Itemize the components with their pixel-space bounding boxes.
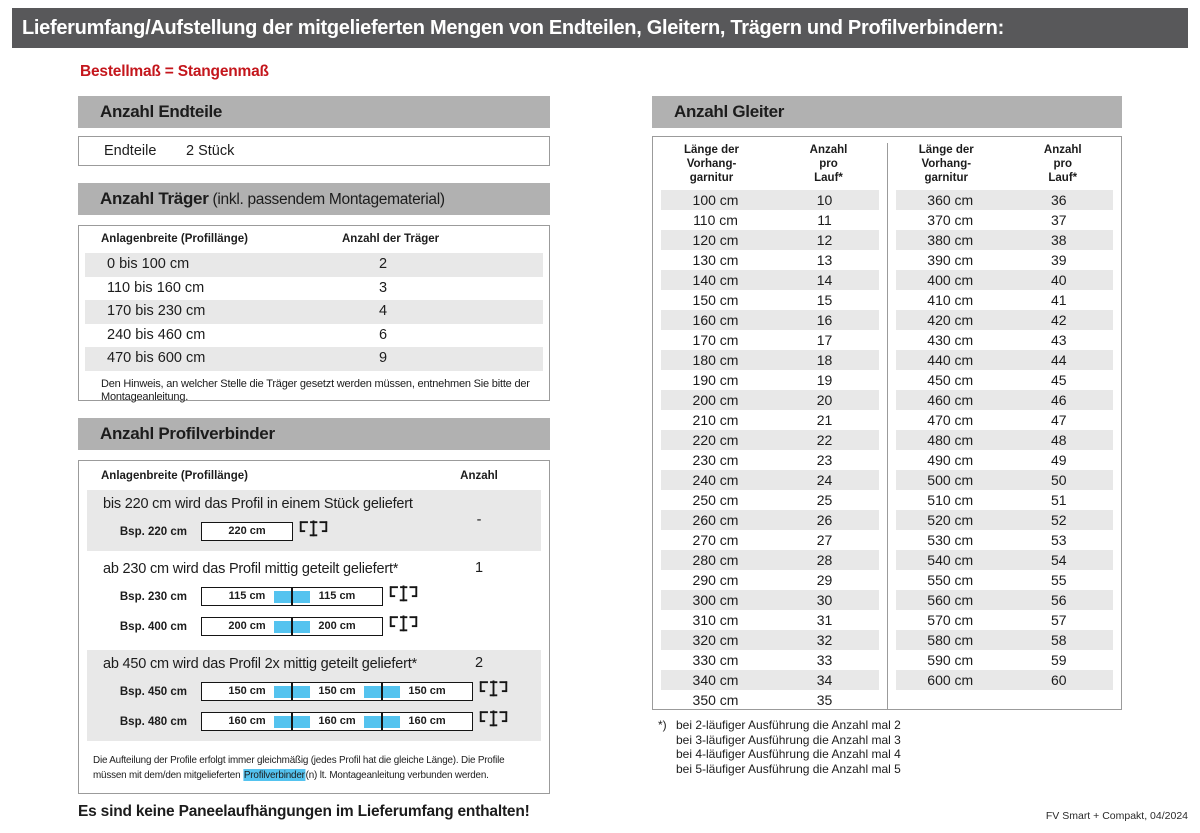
table-row bbox=[661, 410, 879, 430]
gleiter-length: 460 cm bbox=[927, 392, 974, 408]
gleiter-length: 130 cm bbox=[692, 252, 739, 268]
segment-divider bbox=[381, 683, 383, 700]
traeger-count: 6 bbox=[379, 326, 388, 343]
table-row bbox=[661, 250, 879, 270]
gleiter-length: 470 cm bbox=[927, 412, 974, 428]
profil-section-count: 2 bbox=[474, 655, 484, 671]
gleiter-count: 53 bbox=[1050, 532, 1067, 548]
profile-example-row bbox=[87, 586, 541, 607]
gleiter-column-headers bbox=[888, 143, 1121, 187]
gleiter-count-header bbox=[770, 143, 887, 187]
traeger-count: 9 bbox=[379, 350, 388, 366]
gleiter-length: 160 cm bbox=[692, 312, 739, 328]
profil-section-text: ab 450 cm wird das Profil 2x mittig geteilt geliefert* bbox=[103, 656, 417, 672]
profil-note-line1: Die Aufteilung der Profile erfolgt immer gleichmäßig (jedes Profil hat die gleiche Länge). Die Profile bbox=[93, 754, 505, 766]
gleiter-count: 57 bbox=[1050, 612, 1067, 628]
table-row bbox=[661, 270, 879, 290]
table-row bbox=[661, 510, 879, 530]
gleiter-length: 250 cm bbox=[692, 492, 739, 508]
gleiter-length: 140 cm bbox=[692, 272, 739, 288]
profile-endcap-icon-wrap bbox=[389, 614, 418, 639]
traeger-range: 170 bis 230 cm bbox=[107, 303, 206, 319]
gleiter-table-left bbox=[653, 143, 887, 709]
profile-segment: 150 cm bbox=[318, 685, 356, 697]
profil-note-line2-pre: müssen mit dem/den mitgelieferten bbox=[93, 769, 243, 781]
profil-split-note bbox=[93, 753, 514, 783]
header-line: Länge der bbox=[918, 144, 974, 156]
profile-endcap-icon bbox=[389, 584, 418, 604]
profile-endcap-icon bbox=[479, 709, 508, 729]
gleiter-footnotes bbox=[652, 718, 1122, 776]
gleiter-count: 56 bbox=[1050, 592, 1067, 608]
gleiter-count: 16 bbox=[816, 312, 833, 328]
table-row bbox=[661, 490, 879, 510]
gleiter-length: 390 cm bbox=[927, 252, 974, 268]
gleiter-count: 51 bbox=[1050, 492, 1067, 508]
table-row bbox=[661, 230, 879, 250]
gleiter-table bbox=[652, 136, 1122, 710]
profile-segment: 150 cm bbox=[408, 685, 446, 697]
table-row bbox=[896, 230, 1113, 250]
table-row bbox=[85, 277, 543, 301]
gleiter-count: 55 bbox=[1050, 572, 1067, 588]
table-row bbox=[896, 330, 1113, 350]
profil-section bbox=[87, 490, 541, 551]
table-row bbox=[896, 190, 1113, 210]
header-line: pro bbox=[1053, 158, 1073, 170]
footnote-marker: *) bbox=[658, 718, 667, 732]
gleiter-count: 46 bbox=[1050, 392, 1067, 408]
header-line: Lauf* bbox=[1048, 172, 1078, 184]
table-row bbox=[85, 347, 543, 371]
profil-section-count: 1 bbox=[474, 560, 484, 576]
gleiter-count: 60 bbox=[1050, 672, 1067, 688]
gleiter-length: 260 cm bbox=[692, 512, 739, 528]
gleiter-count: 12 bbox=[816, 232, 833, 248]
left-column bbox=[78, 96, 550, 821]
profile-endcap-icon-wrap bbox=[299, 519, 328, 544]
traeger-range: 470 bis 600 cm bbox=[107, 350, 206, 366]
table-row bbox=[896, 510, 1113, 530]
example-label: Bsp. 400 cm bbox=[119, 620, 187, 633]
table-row bbox=[661, 610, 879, 630]
segment-divider bbox=[291, 683, 293, 700]
gleiter-count: 33 bbox=[816, 652, 833, 668]
traeger-header-suffix: (inkl. passendem Montagematerial) bbox=[208, 191, 445, 208]
table-row bbox=[661, 190, 879, 210]
gleiter-count: 35 bbox=[816, 692, 833, 708]
traeger-count: 4 bbox=[379, 303, 388, 319]
gleiter-length: 300 cm bbox=[692, 592, 739, 608]
table-row bbox=[661, 590, 879, 610]
table-row bbox=[896, 270, 1113, 290]
table-row bbox=[896, 610, 1113, 630]
header-line: Vorhang- bbox=[921, 158, 972, 170]
gleiter-length: 540 cm bbox=[927, 552, 974, 568]
gleiter-length: 100 cm bbox=[692, 192, 739, 208]
gleiter-length: 210 cm bbox=[692, 412, 739, 428]
gleiter-length: 420 cm bbox=[927, 312, 974, 328]
endteile-table bbox=[78, 136, 550, 166]
profile-example-row bbox=[87, 616, 541, 637]
gleiter-length: 400 cm bbox=[927, 272, 974, 288]
gleiter-count: 18 bbox=[816, 352, 833, 368]
profile-segment: 160 cm bbox=[318, 715, 356, 727]
gleiter-count: 17 bbox=[816, 332, 833, 348]
footnote-line: bei 5-läufiger Ausführung die Anzahl mal 5 bbox=[676, 761, 901, 776]
traeger-col1-header: Anlagenbreite (Profillänge) bbox=[101, 233, 248, 245]
table-row bbox=[661, 630, 879, 650]
profile-segment: 200 cm bbox=[318, 620, 356, 632]
traeger-table bbox=[78, 225, 550, 401]
table-row bbox=[661, 650, 879, 670]
table-row bbox=[896, 490, 1113, 510]
gleiter-count: 48 bbox=[1050, 432, 1067, 448]
table-row bbox=[661, 210, 879, 230]
profile-segment: 160 cm bbox=[408, 715, 446, 727]
section-header-traeger bbox=[78, 183, 550, 215]
gleiter-count: 11 bbox=[817, 212, 832, 228]
table-row bbox=[661, 670, 879, 690]
document-footer: FV Smart + Compakt, 04/2024 bbox=[1045, 810, 1188, 822]
gleiter-count: 15 bbox=[816, 292, 833, 308]
traeger-range: 240 bis 460 cm bbox=[107, 326, 206, 343]
gleiter-count: 10 bbox=[816, 192, 833, 208]
header-line: pro bbox=[819, 158, 838, 170]
table-row bbox=[661, 550, 879, 570]
gleiter-length: 440 cm bbox=[927, 352, 974, 368]
table-row bbox=[661, 310, 879, 330]
gleiter-count: 43 bbox=[1050, 332, 1067, 348]
footnote-line: bei 2-läufiger Ausführung die Anzahl mal 2 bbox=[676, 718, 901, 732]
traeger-col2-header: Anzahl der Träger bbox=[342, 233, 440, 245]
profile-example-row bbox=[87, 711, 541, 732]
profilverbinder-highlight: Profilverbinder bbox=[243, 769, 305, 781]
gleiter-length: 330 cm bbox=[692, 652, 739, 668]
gleiter-count: 42 bbox=[1050, 312, 1067, 328]
example-label: Bsp. 220 cm bbox=[119, 525, 187, 538]
profile-segment: 115 cm bbox=[228, 590, 266, 602]
gleiter-count: 47 bbox=[1050, 412, 1067, 428]
profil-section-text: bis 220 cm wird das Profil in einem Stück geliefert bbox=[103, 496, 413, 512]
gleiter-count: 39 bbox=[1050, 252, 1067, 268]
segment-divider bbox=[291, 588, 293, 605]
gleiter-length: 520 cm bbox=[927, 512, 974, 528]
gleiter-count: 21 bbox=[816, 412, 833, 428]
gleiter-count: 13 bbox=[816, 252, 833, 268]
header-line: garnitur bbox=[689, 172, 734, 184]
gleiter-count: 52 bbox=[1050, 512, 1067, 528]
gleiter-count: 38 bbox=[1050, 232, 1067, 248]
gleiter-count: 27 bbox=[816, 532, 833, 548]
profil-section-count: - bbox=[476, 512, 482, 528]
gleiter-length: 200 cm bbox=[692, 392, 739, 408]
table-row bbox=[896, 670, 1113, 690]
table-row bbox=[661, 570, 879, 590]
footnote-lines bbox=[676, 718, 1122, 776]
gleiter-count: 30 bbox=[816, 592, 833, 608]
footnote-line: bei 3-läufiger Ausführung die Anzahl mal 3 bbox=[676, 732, 901, 747]
profile-endcap-icon-wrap bbox=[479, 709, 508, 734]
table-row bbox=[85, 253, 543, 277]
gleiter-length: 550 cm bbox=[927, 572, 974, 588]
gleiter-length: 380 cm bbox=[927, 232, 974, 248]
gleiter-length: 580 cm bbox=[927, 632, 974, 648]
gleiter-count: 36 bbox=[1050, 192, 1067, 208]
endteile-label: Endteile bbox=[104, 143, 157, 159]
gleiter-length: 510 cm bbox=[927, 492, 974, 508]
table-row bbox=[896, 350, 1113, 370]
gleiter-length: 480 cm bbox=[927, 432, 974, 448]
traeger-count: 3 bbox=[379, 279, 388, 296]
gleiter-count: 45 bbox=[1050, 372, 1067, 388]
table-row bbox=[85, 300, 543, 324]
gleiter-length: 270 cm bbox=[692, 532, 739, 548]
profile-bar bbox=[201, 617, 383, 636]
gleiter-length: 600 cm bbox=[927, 672, 974, 688]
table-row bbox=[896, 470, 1113, 490]
traeger-count: 2 bbox=[379, 256, 388, 272]
gleiter-length: 370 cm bbox=[927, 212, 974, 228]
table-row bbox=[896, 530, 1113, 550]
gleiter-count: 34 bbox=[816, 672, 833, 688]
endteile-value: 2 Stück bbox=[186, 143, 235, 159]
table-row bbox=[896, 450, 1113, 470]
table-row bbox=[661, 690, 879, 710]
traeger-header-bold: Anzahl Träger bbox=[100, 189, 209, 208]
gleiter-length: 350 cm bbox=[692, 692, 739, 708]
gleiter-count: 49 bbox=[1050, 452, 1067, 468]
header-line: Lauf* bbox=[814, 172, 843, 184]
example-label: Bsp. 230 cm bbox=[119, 590, 187, 603]
header-line: Länge der bbox=[684, 144, 739, 156]
table-row bbox=[661, 330, 879, 350]
profil-section-text: ab 230 cm wird das Profil mittig geteilt geliefert* bbox=[103, 561, 399, 577]
gleiter-length: 530 cm bbox=[927, 532, 974, 548]
section-header-profilverbinder: Anzahl Profilverbinder bbox=[78, 418, 550, 450]
profil-section bbox=[87, 555, 541, 646]
table-row bbox=[896, 290, 1113, 310]
table-row bbox=[896, 630, 1113, 650]
gleiter-count: 25 bbox=[816, 492, 833, 508]
profile-example-row bbox=[87, 681, 541, 702]
gleiter-count: 31 bbox=[816, 612, 833, 628]
gleiter-length: 180 cm bbox=[692, 352, 739, 368]
table-row bbox=[661, 350, 879, 370]
profile-bar bbox=[201, 522, 293, 541]
gleiter-length: 110 cm bbox=[693, 212, 738, 228]
gleiter-count: 24 bbox=[816, 472, 833, 488]
gleiter-length: 240 cm bbox=[692, 472, 739, 488]
gleiter-length: 570 cm bbox=[927, 612, 974, 628]
footnote-line: bei 4-läufiger Ausführung die Anzahl mal 4 bbox=[676, 747, 901, 761]
profile-endcap-icon bbox=[389, 614, 418, 634]
gleiter-length: 120 cm bbox=[692, 232, 739, 248]
table-row bbox=[896, 390, 1113, 410]
gleiter-length-header bbox=[653, 143, 770, 187]
profile-endcap-icon bbox=[299, 519, 328, 539]
no-panel-note: Es sind keine Paneelaufhängungen im Lieferumfang enthalten! bbox=[78, 803, 530, 820]
order-measure-note: Bestellmaß = Stangenmaß bbox=[80, 63, 269, 80]
profile-bar bbox=[201, 587, 383, 606]
gleiter-length: 560 cm bbox=[927, 592, 974, 608]
right-column bbox=[652, 96, 1122, 776]
gleiter-length: 230 cm bbox=[692, 452, 739, 468]
gleiter-count: 20 bbox=[816, 392, 833, 408]
traeger-rows bbox=[79, 253, 549, 371]
segment-divider bbox=[291, 618, 293, 635]
profilverbinder-col2-header: Anzahl bbox=[460, 470, 498, 482]
profilverbinder-table-header bbox=[87, 468, 541, 490]
gleiter-count: 29 bbox=[816, 572, 833, 588]
gleiter-length-header bbox=[888, 143, 1005, 187]
table-row bbox=[661, 450, 879, 470]
pv-sections bbox=[87, 490, 541, 741]
traeger-table-header bbox=[79, 233, 549, 250]
table-row bbox=[896, 410, 1113, 430]
header-line: Vorhang- bbox=[686, 158, 737, 170]
gleiter-count: 22 bbox=[816, 432, 833, 448]
gleiter-length: 410 cm bbox=[927, 292, 974, 308]
gleiter-count: 26 bbox=[816, 512, 833, 528]
gleiter-count-header bbox=[1005, 143, 1122, 187]
table-row bbox=[661, 390, 879, 410]
gleiter-count: 19 bbox=[816, 372, 833, 388]
gleiter-length: 150 cm bbox=[692, 292, 739, 308]
profile-segment: 200 cm bbox=[228, 620, 266, 632]
gleiter-length: 310 cm bbox=[692, 612, 739, 628]
traeger-range: 0 bis 100 cm bbox=[107, 256, 190, 272]
profile-segment: 220 cm bbox=[228, 525, 266, 537]
gleiter-count: 32 bbox=[816, 632, 833, 648]
gleiter-length: 490 cm bbox=[927, 452, 974, 468]
gleiter-count: 59 bbox=[1050, 652, 1067, 668]
gleiter-length: 170 cm bbox=[692, 332, 739, 348]
gleiter-count: 44 bbox=[1050, 352, 1067, 368]
traeger-note: Den Hinweis, an welcher Stelle die Träger gesetzt werden müssen, entnehmen Sie bitte der Montageanleitung. bbox=[101, 377, 530, 403]
table-row bbox=[896, 210, 1113, 230]
gleiter-length: 290 cm bbox=[692, 572, 739, 588]
gleiter-count: 23 bbox=[816, 452, 833, 468]
table-row bbox=[896, 250, 1113, 270]
gleiter-count: 28 bbox=[816, 552, 833, 568]
table-row bbox=[896, 570, 1113, 590]
gleiter-count: 58 bbox=[1050, 632, 1067, 648]
header-line: Anzahl bbox=[809, 144, 848, 156]
table-row bbox=[896, 590, 1113, 610]
section-header-endteile: Anzahl Endteile bbox=[78, 96, 550, 128]
profile-endcap-icon bbox=[479, 679, 508, 699]
gleiter-table-right bbox=[887, 143, 1121, 709]
gleiter-length: 220 cm bbox=[692, 432, 739, 448]
table-row bbox=[896, 370, 1113, 390]
traeger-range: 110 bis 160 cm bbox=[107, 279, 205, 296]
header-line: garnitur bbox=[924, 172, 968, 184]
profile-bar bbox=[201, 682, 473, 701]
table-row bbox=[896, 310, 1113, 330]
table-row bbox=[661, 430, 879, 450]
profil-note-line2-post: (n) lt. Montageanleitung verbunden werden. bbox=[305, 769, 489, 781]
table-row bbox=[661, 470, 879, 490]
profile-segment: 150 cm bbox=[228, 685, 266, 697]
gleiter-length: 190 cm bbox=[692, 372, 739, 388]
segment-divider bbox=[381, 713, 383, 730]
gleiter-length: 430 cm bbox=[927, 332, 974, 348]
example-label: Bsp. 480 cm bbox=[119, 715, 187, 728]
profil-note-line2 bbox=[93, 768, 514, 783]
gleiter-length: 360 cm bbox=[927, 192, 974, 208]
gleiter-length: 450 cm bbox=[927, 372, 974, 388]
table-row bbox=[661, 290, 879, 310]
gleiter-length: 500 cm bbox=[927, 472, 974, 488]
profile-bar bbox=[201, 712, 473, 731]
profilverbinder-table bbox=[78, 460, 550, 794]
table-row bbox=[85, 324, 543, 348]
header-line: Anzahl bbox=[1043, 144, 1082, 156]
section-header-gleiter: Anzahl Gleiter bbox=[652, 96, 1122, 128]
gleiter-count: 14 bbox=[816, 272, 833, 288]
profile-segment: 115 cm bbox=[318, 590, 356, 602]
gleiter-length: 320 cm bbox=[692, 632, 739, 648]
gleiter-length: 280 cm bbox=[692, 552, 739, 568]
gleiter-count: 54 bbox=[1050, 552, 1067, 568]
gleiter-count: 37 bbox=[1050, 212, 1067, 228]
profile-endcap-icon-wrap bbox=[389, 584, 418, 609]
table-row bbox=[661, 530, 879, 550]
gleiter-column-headers bbox=[653, 143, 887, 187]
table-row bbox=[661, 370, 879, 390]
profil-section bbox=[87, 650, 541, 741]
segment-divider bbox=[291, 713, 293, 730]
profilverbinder-col1-header: Anlagenbreite (Profillänge) bbox=[101, 470, 248, 482]
profile-segment: 160 cm bbox=[228, 715, 266, 727]
table-row bbox=[896, 430, 1113, 450]
table-row bbox=[896, 650, 1113, 670]
gleiter-count: 50 bbox=[1050, 472, 1067, 488]
table-row bbox=[896, 550, 1113, 570]
gleiter-count: 40 bbox=[1050, 272, 1067, 288]
profile-endcap-icon-wrap bbox=[479, 679, 508, 704]
gleiter-count: 41 bbox=[1050, 292, 1067, 308]
gleiter-length: 340 cm bbox=[692, 672, 739, 688]
gleiter-length: 590 cm bbox=[927, 652, 974, 668]
page-title: Lieferumfang/Aufstellung der mitgelieferten Mengen von Endteilen, Gleitern, Trägern und Profilverbindern: bbox=[12, 8, 1188, 48]
example-label: Bsp. 450 cm bbox=[119, 685, 187, 698]
